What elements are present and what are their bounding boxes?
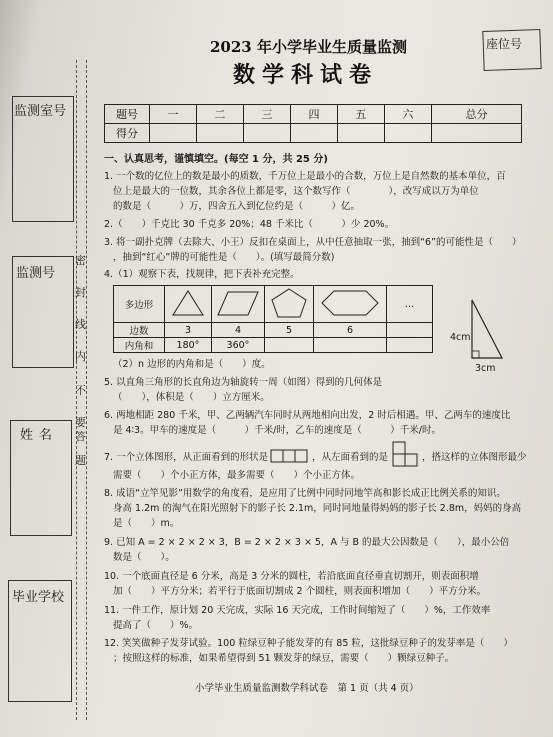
seal-char: 密 <box>75 254 86 267</box>
question-9-line-1: 9. 已知 A = 2 × 2 × 2 × 3，B = 2 × 2 × 3 × 5，A 与 B 的最大公因数是（ ），最小公倍 <box>104 537 510 548</box>
question-5-line-2: （ ），体积是（ ）立方厘米。 <box>113 392 270 403</box>
angle-cell: 360° <box>212 338 265 353</box>
question-1-line-1: 1. 一个数的亿位上的数是最小的质数，千万位上是最小的合数，万位上是自然数的基本单位，百 <box>104 171 506 182</box>
seal-char: 答 <box>75 430 86 443</box>
angle-cell[interactable] <box>314 338 387 353</box>
exam-title: 2023 年小学毕业生质量监测 <box>210 38 407 56</box>
question-1-line-2: 位上是最大的一位数，其余各位上都是零，这个数写作（ ），改写成以万为单位 <box>113 186 479 197</box>
question-7-line-1a: 7. 一个立体图形，从正面看到的形状是 <box>104 452 269 463</box>
front-view-figure <box>270 449 310 463</box>
hexagon-shape <box>320 288 380 318</box>
score-table <box>104 104 522 143</box>
seal-char: 要 <box>75 416 86 429</box>
score-header-cell: 一 <box>150 105 197 124</box>
question-7-line-2: 需要（ ）个小正方体，最多需要（ ）个小正方体。 <box>113 470 361 481</box>
polygon-angle-row <box>114 338 433 353</box>
question-6-line-2: 是 4∶3。甲车的速度是（ ）千米/时，乙车的速度是（ ）千米/时。 <box>113 425 441 436</box>
question-11-line-2: 提高了（ ）%。 <box>113 620 199 631</box>
score-label-cell: 得分 <box>105 124 150 143</box>
edges-cell: 4 <box>212 323 265 338</box>
score-cell[interactable] <box>290 124 337 143</box>
question-8-line-3: 是（ ）m。 <box>113 518 180 529</box>
hexagon-shape-cell <box>314 286 387 323</box>
question-6-line-1: 6. 两地相距 280 千米，甲、乙两辆汽车同时从两地相向出发，2 时后相遇。甲、乙两车的速度比 <box>104 410 511 421</box>
triangle-height-label: 4cm <box>450 332 471 343</box>
score-header-cell: 题号 <box>105 105 150 124</box>
polygon-header-cell: 多边形 <box>114 286 165 323</box>
score-header-cell: 三 <box>243 105 290 124</box>
question-11-line-1: 11. 一件工作，原计划 20 天完成，实际 16 天完成，工作时间缩短了（ ）%，工作效率 <box>104 605 491 616</box>
triangle-shape <box>170 288 206 318</box>
angle-label: 内角和 <box>114 338 165 353</box>
room-number-label: 监测室号 <box>14 104 67 119</box>
exam-id-label: 监测号 <box>16 266 56 281</box>
score-table-header-row <box>105 105 522 124</box>
polygon-edges-row <box>114 323 433 338</box>
question-2: 2.（ ）千克比 30 千克多 20%；48 千米比（ ）少 20%。 <box>104 219 395 230</box>
score-table-score-row <box>105 124 522 143</box>
edges-cell: 5 <box>265 323 314 338</box>
triangle-base-label: 3cm <box>475 363 496 374</box>
name-label: 姓名 <box>20 428 59 443</box>
polygon-table <box>113 285 433 353</box>
polygon-shape-row <box>114 286 433 323</box>
score-header-cell: 六 <box>384 105 431 124</box>
question-1-line-3: 的数是（ ）万，四舍五入到亿位约是（ ）亿。 <box>113 201 361 212</box>
score-header-cell: 四 <box>290 105 337 124</box>
left-view-figure <box>392 441 420 467</box>
question-7-line-1c: ，搭这样的立体图形最少 <box>422 452 527 463</box>
question-12-line-2: ；按照这样的标准，如果希望得到 51 颗发芽的绿豆，需要（ ）颗绿豆种子。 <box>113 653 455 664</box>
question-3-line-2: ，抽到“红心”牌的可能性是（ ）。(填写最简分数) <box>113 252 335 263</box>
question-10-line-1: 10. 一个底面直径是 6 分米，高是 3 分米的圆柱，若沿底面直径垂直切割开，则表面积增 <box>104 571 479 582</box>
score-cell[interactable] <box>384 124 431 143</box>
score-header-cell: 五 <box>337 105 384 124</box>
seal-char: 封 <box>75 286 86 299</box>
edges-label: 边数 <box>114 323 165 338</box>
edges-cell: 6 <box>314 323 387 338</box>
question-8-line-1: 8. 成语“立竿见影”用数学的角度看，是应用了比例中同时同地竿高和影长成正比例关系的知识。 <box>104 488 506 499</box>
dots-cell: … <box>387 286 433 323</box>
edges-cell: 3 <box>165 323 212 338</box>
seal-char: 内 <box>75 350 86 363</box>
question-4-part-2: （2）n 边形的内角和是（ ）度。 <box>113 359 271 370</box>
seal-char: 线 <box>75 318 86 331</box>
question-5-line-1: 5. 以直角三角形的长直角边为轴旋转一周（如图）得到的几何体是 <box>104 377 383 388</box>
score-cell[interactable] <box>431 124 521 143</box>
parallelogram-shape-cell <box>212 286 265 323</box>
score-header-cell: 二 <box>196 105 243 124</box>
question-10-line-2: 加（ ）平方分米；若平行于底面切割成 2 个圆柱，则表面积增加（ ）平方分米。 <box>113 586 487 597</box>
quadrilateral-shape <box>216 288 260 318</box>
angle-cell: 180° <box>165 338 212 353</box>
school-label: 毕业学校 <box>12 590 65 605</box>
seal-char: 题 <box>75 454 86 467</box>
question-3-line-1: 3. 将一副扑克牌（去除大、小王）反扣在桌面上，从中任意抽取一张，抽到“6”的可能性是（ ） <box>104 237 522 248</box>
angle-cell[interactable] <box>387 338 433 353</box>
question-7-line-1b: ，从左面看到的是 <box>312 452 389 463</box>
question-9-line-2: 数是（ ）。 <box>113 552 175 563</box>
question-4-part-1: 4.（1）观察下表，找规律，把下表补充完整。 <box>104 269 300 280</box>
pentagon-shape <box>270 287 308 319</box>
score-cell[interactable] <box>243 124 290 143</box>
seal-char: 不 <box>75 384 86 397</box>
paper-title: 数学科试卷 <box>233 62 379 88</box>
angle-cell[interactable] <box>265 338 314 353</box>
score-cell[interactable] <box>196 124 243 143</box>
triangle-shape-cell <box>165 286 212 323</box>
section-heading: 一、认真思考，谨慎填空。(每空 1 分，共 25 分) <box>104 154 328 165</box>
score-cell[interactable] <box>337 124 384 143</box>
seal-dashed-line-right <box>86 60 87 720</box>
page-footer: 小学毕业生质量监测数学科试卷 第 1 页（共 4 页） <box>195 683 419 694</box>
question-12-line-1: 12. 笑笑做种子发芽试验。100 粒绿豆种子能发芽的有 85 粒，这批绿豆种子的发芽率是（ ） <box>104 638 513 649</box>
question-8-line-2: 身高 1.2m 的淘气在阳光照射下的影子长 2.1m，同时同地量得妈妈的影子长 2.8m，妈妈的身高 <box>113 503 522 514</box>
seat-number-label: 座位号 <box>486 37 523 51</box>
pentagon-shape-cell <box>265 286 314 323</box>
edges-cell[interactable] <box>387 323 433 338</box>
score-cell[interactable] <box>150 124 197 143</box>
score-header-cell: 总分 <box>431 105 521 124</box>
